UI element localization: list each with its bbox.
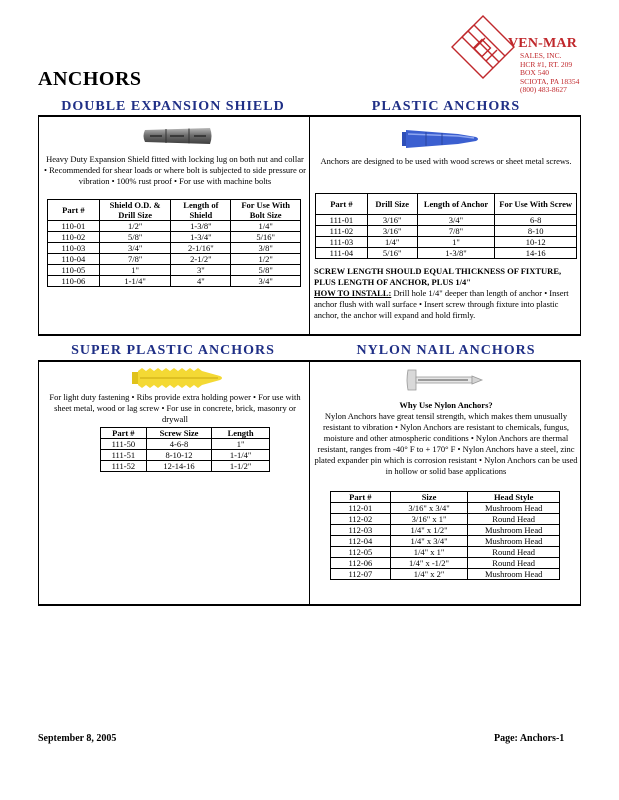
table-row [316, 248, 577, 259]
table-row [101, 461, 270, 472]
table-cell: 111-02 [316, 226, 368, 237]
table-row [331, 525, 560, 536]
footer-date: September 8, 2005 [38, 733, 117, 744]
table-cell: 3/4" [231, 276, 301, 287]
table-cell: 111-52 [101, 461, 147, 472]
table-cell: 2-1/16" [171, 243, 231, 254]
table-cell: 5/16" [367, 248, 417, 259]
address-line: (800) 483-8627 [520, 85, 567, 94]
address-line: HCR #1, RT. 209 [520, 59, 573, 69]
col-header: Shield O.D. & Drill Size [99, 200, 171, 221]
table-cell: 112-03 [331, 525, 391, 536]
table-cell: Mushroom Head [468, 536, 560, 547]
table-cell: 110-05 [48, 265, 100, 276]
company-address [520, 52, 579, 95]
table-row [331, 547, 560, 558]
double-expansion-table [47, 199, 301, 287]
table-cell: 111-01 [316, 215, 368, 226]
col-header: Drill Size [367, 194, 417, 215]
col-header: Screw Size [146, 428, 212, 439]
nylon-nail-table [330, 491, 560, 580]
table-header-row [48, 200, 301, 221]
table-header-row [101, 428, 270, 439]
col-header: Length of Anchor [417, 194, 495, 215]
table-cell: 12-14-16 [146, 461, 212, 472]
table-header-row [331, 492, 560, 503]
table-cell: 112-02 [331, 514, 391, 525]
table-cell: 1-1/2" [212, 461, 270, 472]
table-cell: 1" [99, 265, 171, 276]
table-cell: 3/4" [99, 243, 171, 254]
table-cell: 7/8" [417, 226, 495, 237]
super-plastic-heading: SUPER PLASTIC ANCHORS [71, 343, 275, 358]
plastic-anchors-heading: PLASTIC ANCHORS [371, 99, 521, 114]
table-cell: Round Head [468, 558, 560, 569]
company-logo [448, 8, 608, 94]
table-cell: 7/8" [99, 254, 171, 265]
company-name: VEN-MAR [508, 36, 578, 51]
table-cell: 4" [171, 276, 231, 287]
table-cell: 1-3/8" [171, 221, 231, 232]
table-cell: 110-02 [48, 232, 100, 243]
table-cell: 1-1/4" [99, 276, 171, 287]
table-row [331, 514, 560, 525]
table-row [48, 243, 301, 254]
col-header: Length [212, 428, 270, 439]
table-cell: 112-07 [331, 569, 391, 580]
table-cell: Mushroom Head [468, 569, 560, 580]
col-header: Part # [316, 194, 368, 215]
table-cell: 1/4" x 1" [390, 547, 468, 558]
address-line: SALES, INC. [520, 51, 562, 60]
table-cell: Mushroom Head [468, 503, 560, 514]
address-line: BOX 540 [520, 68, 549, 77]
col-header: Size [390, 492, 468, 503]
table-cell: 112-06 [331, 558, 391, 569]
table-cell: 1/4" x 2" [390, 569, 468, 580]
col-header: Length of Shield [171, 200, 231, 221]
table-row [316, 215, 577, 226]
table-cell: 5/16" [231, 232, 301, 243]
table-cell: 4-6-8 [146, 439, 212, 450]
table-cell: Mushroom Head [468, 525, 560, 536]
table-cell: Round Head [468, 547, 560, 558]
col-header: For Use With Screw [495, 194, 577, 215]
table-cell: 111-03 [316, 237, 368, 248]
address-line: SCIOTA, PA 18354 [520, 76, 580, 86]
table-row [316, 237, 577, 248]
screw-length-note: SCREW LENGTH SHOULD EQUAL THICKNESS OF FIXTURE, PLUS LENGTH OF ANCHOR, PLUS 1/4" [314, 266, 562, 287]
table-cell: 3/16" x 3/4" [390, 503, 468, 514]
table-cell: 3/16" [367, 215, 417, 226]
table-cell: 112-01 [331, 503, 391, 514]
col-header: Part # [48, 200, 100, 221]
table-row [48, 221, 301, 232]
table-cell: 1-1/4" [212, 450, 270, 461]
table-cell: 3/4" [417, 215, 495, 226]
install-text: Drill hole 1/4" deeper than length of anchor • Insert anchor flush with wall surface • Insert screw through fixture into plastic anchor, the anchor will expand and hold firmly. [314, 288, 569, 320]
table-row [48, 254, 301, 265]
table-cell: 1/2" [231, 254, 301, 265]
super-plastic-anchor-image [128, 366, 228, 390]
table-header-row [316, 194, 577, 215]
table-cell: 1" [212, 439, 270, 450]
table-cell: 3/16" [367, 226, 417, 237]
table-row [331, 569, 560, 580]
plastic-anchors-table [315, 193, 577, 259]
table-cell: 8-10 [495, 226, 577, 237]
table-cell: 1-3/4" [171, 232, 231, 243]
nylon-description-block [314, 400, 578, 477]
col-header: Head Style [468, 492, 560, 503]
table-row [101, 439, 270, 450]
expansion-shield-image [142, 124, 214, 148]
table-row [48, 276, 301, 287]
plastic-anchors-description: Anchors are designed to be used with wood screws or sheet metal screws. [320, 156, 572, 166]
plastic-anchor-image [396, 124, 482, 154]
table-cell: 1" [417, 237, 495, 248]
col-header: For Use With Bolt Size [231, 200, 301, 221]
nylon-description: Nylon Anchors have great tensil strength, which makes them unusually resistant to vibration • Nylon Anchors are resistant to chemicals, fungus, moisture and other atmospheric conditions • Nylon Anchors are thermal resistant, ranges from -40° F to + 170° F • Nylon Anchors have a steel, zinc plated expander pin which is corrosion resistant • Nylon Anchors can be used in hollow or solid base applications [314, 411, 578, 476]
nylon-nail-anchor-image [404, 366, 488, 394]
table-cell: 10-12 [495, 237, 577, 248]
table-cell: 112-05 [331, 547, 391, 558]
table-cell: 5/8" [99, 232, 171, 243]
super-plastic-table [100, 427, 270, 472]
table-cell: 111-51 [101, 450, 147, 461]
table-row [331, 536, 560, 547]
table-cell: 112-04 [331, 536, 391, 547]
table-cell: 3" [171, 265, 231, 276]
table-cell: Round Head [468, 514, 560, 525]
table-cell: 110-03 [48, 243, 100, 254]
table-cell: 1-3/8" [417, 248, 495, 259]
table-cell: 1/2" [99, 221, 171, 232]
table-cell: 3/8" [231, 243, 301, 254]
col-header: Part # [331, 492, 391, 503]
table-cell: 14-16 [495, 248, 577, 259]
table-cell: 2-1/2" [171, 254, 231, 265]
page-title: ANCHORS [38, 68, 142, 90]
why-nylon-title: Why Use Nylon Anchors? [399, 400, 493, 410]
super-plastic-description: For light duty fastening • Ribs provide extra holding power • For use with sheet metal, wood or lag screw • For use in concrete, brick, masonry or drywall [49, 392, 301, 424]
nylon-nail-heading: NYLON NAIL ANCHORS [356, 343, 536, 358]
table-row [331, 558, 560, 569]
table-cell: 8-10-12 [146, 450, 212, 461]
table-cell: 111-50 [101, 439, 147, 450]
table-cell: 1/4" [367, 237, 417, 248]
table-row [331, 503, 560, 514]
table-row [316, 226, 577, 237]
install-instructions [314, 266, 580, 321]
table-row [101, 450, 270, 461]
col-header: Part # [101, 428, 147, 439]
double-expansion-description: Heavy Duty Expansion Shield fitted with locking lug on both nut and collar • Recommended for shear loads or where bolt is subjected to side pressure or vibration • 100% rust proof • For use with machine bolts [44, 154, 306, 186]
table-row [48, 265, 301, 276]
install-label: HOW TO INSTALL: [314, 288, 392, 298]
table-cell: 110-01 [48, 221, 100, 232]
table-cell: 110-04 [48, 254, 100, 265]
table-cell: 1/4" x 1/2" [390, 525, 468, 536]
table-cell: 1/4" x -1/2" [390, 558, 468, 569]
footer-page: Page: Anchors-1 [494, 733, 565, 744]
table-cell: 1/4" x 3/4" [390, 536, 468, 547]
table-cell: 111-04 [316, 248, 368, 259]
table-cell: 110-06 [48, 276, 100, 287]
double-expansion-heading: DOUBLE EXPANSION SHIELD [61, 99, 285, 114]
table-cell: 5/8" [231, 265, 301, 276]
table-row [48, 232, 301, 243]
table-cell: 1/4" [231, 221, 301, 232]
table-cell: 3/16" x 1" [390, 514, 468, 525]
table-cell: 6-8 [495, 215, 577, 226]
